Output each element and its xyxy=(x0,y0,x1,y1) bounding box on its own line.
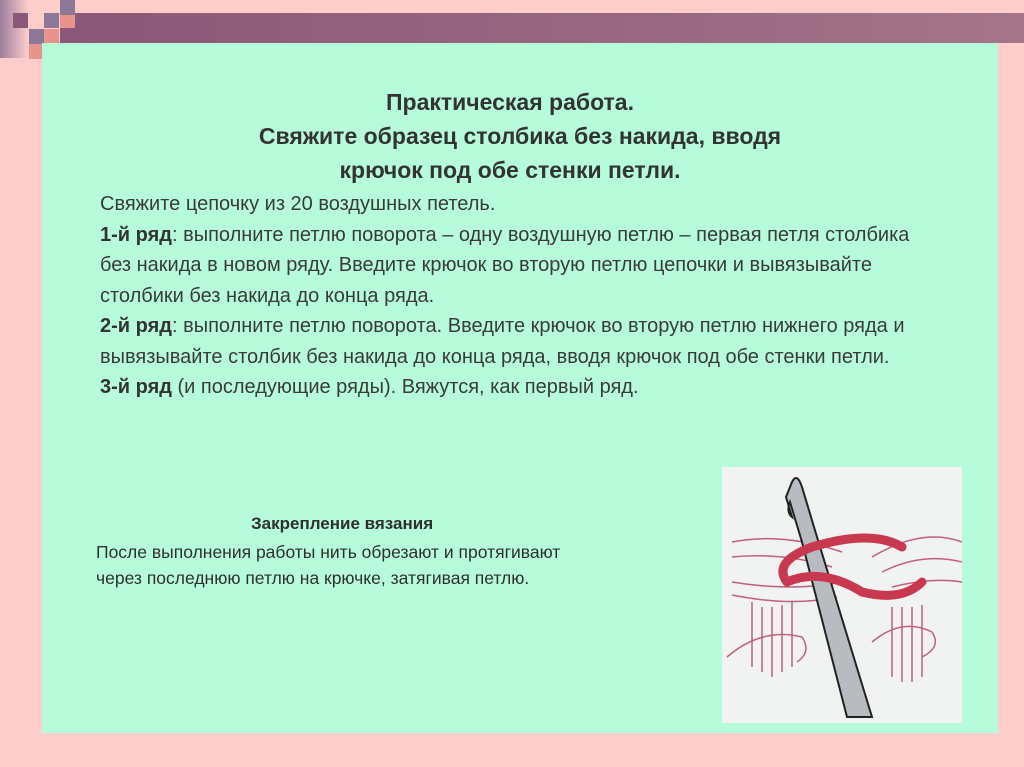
corner-gradient xyxy=(0,0,28,58)
row-1 xyxy=(80,220,910,312)
row-3 xyxy=(80,372,910,403)
row-label: 3-й ряд xyxy=(100,376,172,398)
title-line: крючок под обе стенки петли. xyxy=(339,157,681,183)
decor-square xyxy=(60,0,75,15)
decor-square xyxy=(44,29,59,44)
decor-square xyxy=(29,29,44,44)
decor-square xyxy=(44,13,59,28)
row-2 xyxy=(80,311,910,372)
fixing-section xyxy=(96,511,656,591)
row-label: 2-й ряд xyxy=(100,315,172,337)
row-text: (и последующие ряды). Вяжутся, как первый ряд. xyxy=(171,376,639,398)
title-line: Практическая работа. xyxy=(385,89,634,115)
row-label: 1-й ряд xyxy=(100,223,172,246)
slide-title xyxy=(42,85,998,187)
header-bar xyxy=(60,13,1024,43)
row-text: : выполните петлю поворота – одну воздушную петлю – первая петля столбика без накида в новом ряду. Введите крючок во вторую петлю цепочки и вывязывайте столбики без накида до конца ряда. xyxy=(100,223,910,307)
intro-text: Свяжите цепочку из 20 воздушных петель. xyxy=(100,193,496,215)
title-line: Свяжите образец столбика без накида, вводя xyxy=(258,123,782,149)
fixing-text: После выполнения работы нить обрезают и протягивают через последнюю петлю на крючке, затягивая петлю. xyxy=(96,542,561,588)
row-text: : выполните петлю поворота. Введите крючок во вторую петлю нижнего ряда и вывязывайте столбик без накида до конца ряда, вводя крючок под обе стенки петли. xyxy=(100,315,905,368)
content-panel xyxy=(42,43,998,733)
decor-square xyxy=(60,13,75,28)
fixing-heading: Закрепление вязания xyxy=(251,514,434,533)
decor-square xyxy=(13,13,28,28)
instructions xyxy=(80,189,910,403)
crochet-hook-illustration xyxy=(722,467,962,723)
